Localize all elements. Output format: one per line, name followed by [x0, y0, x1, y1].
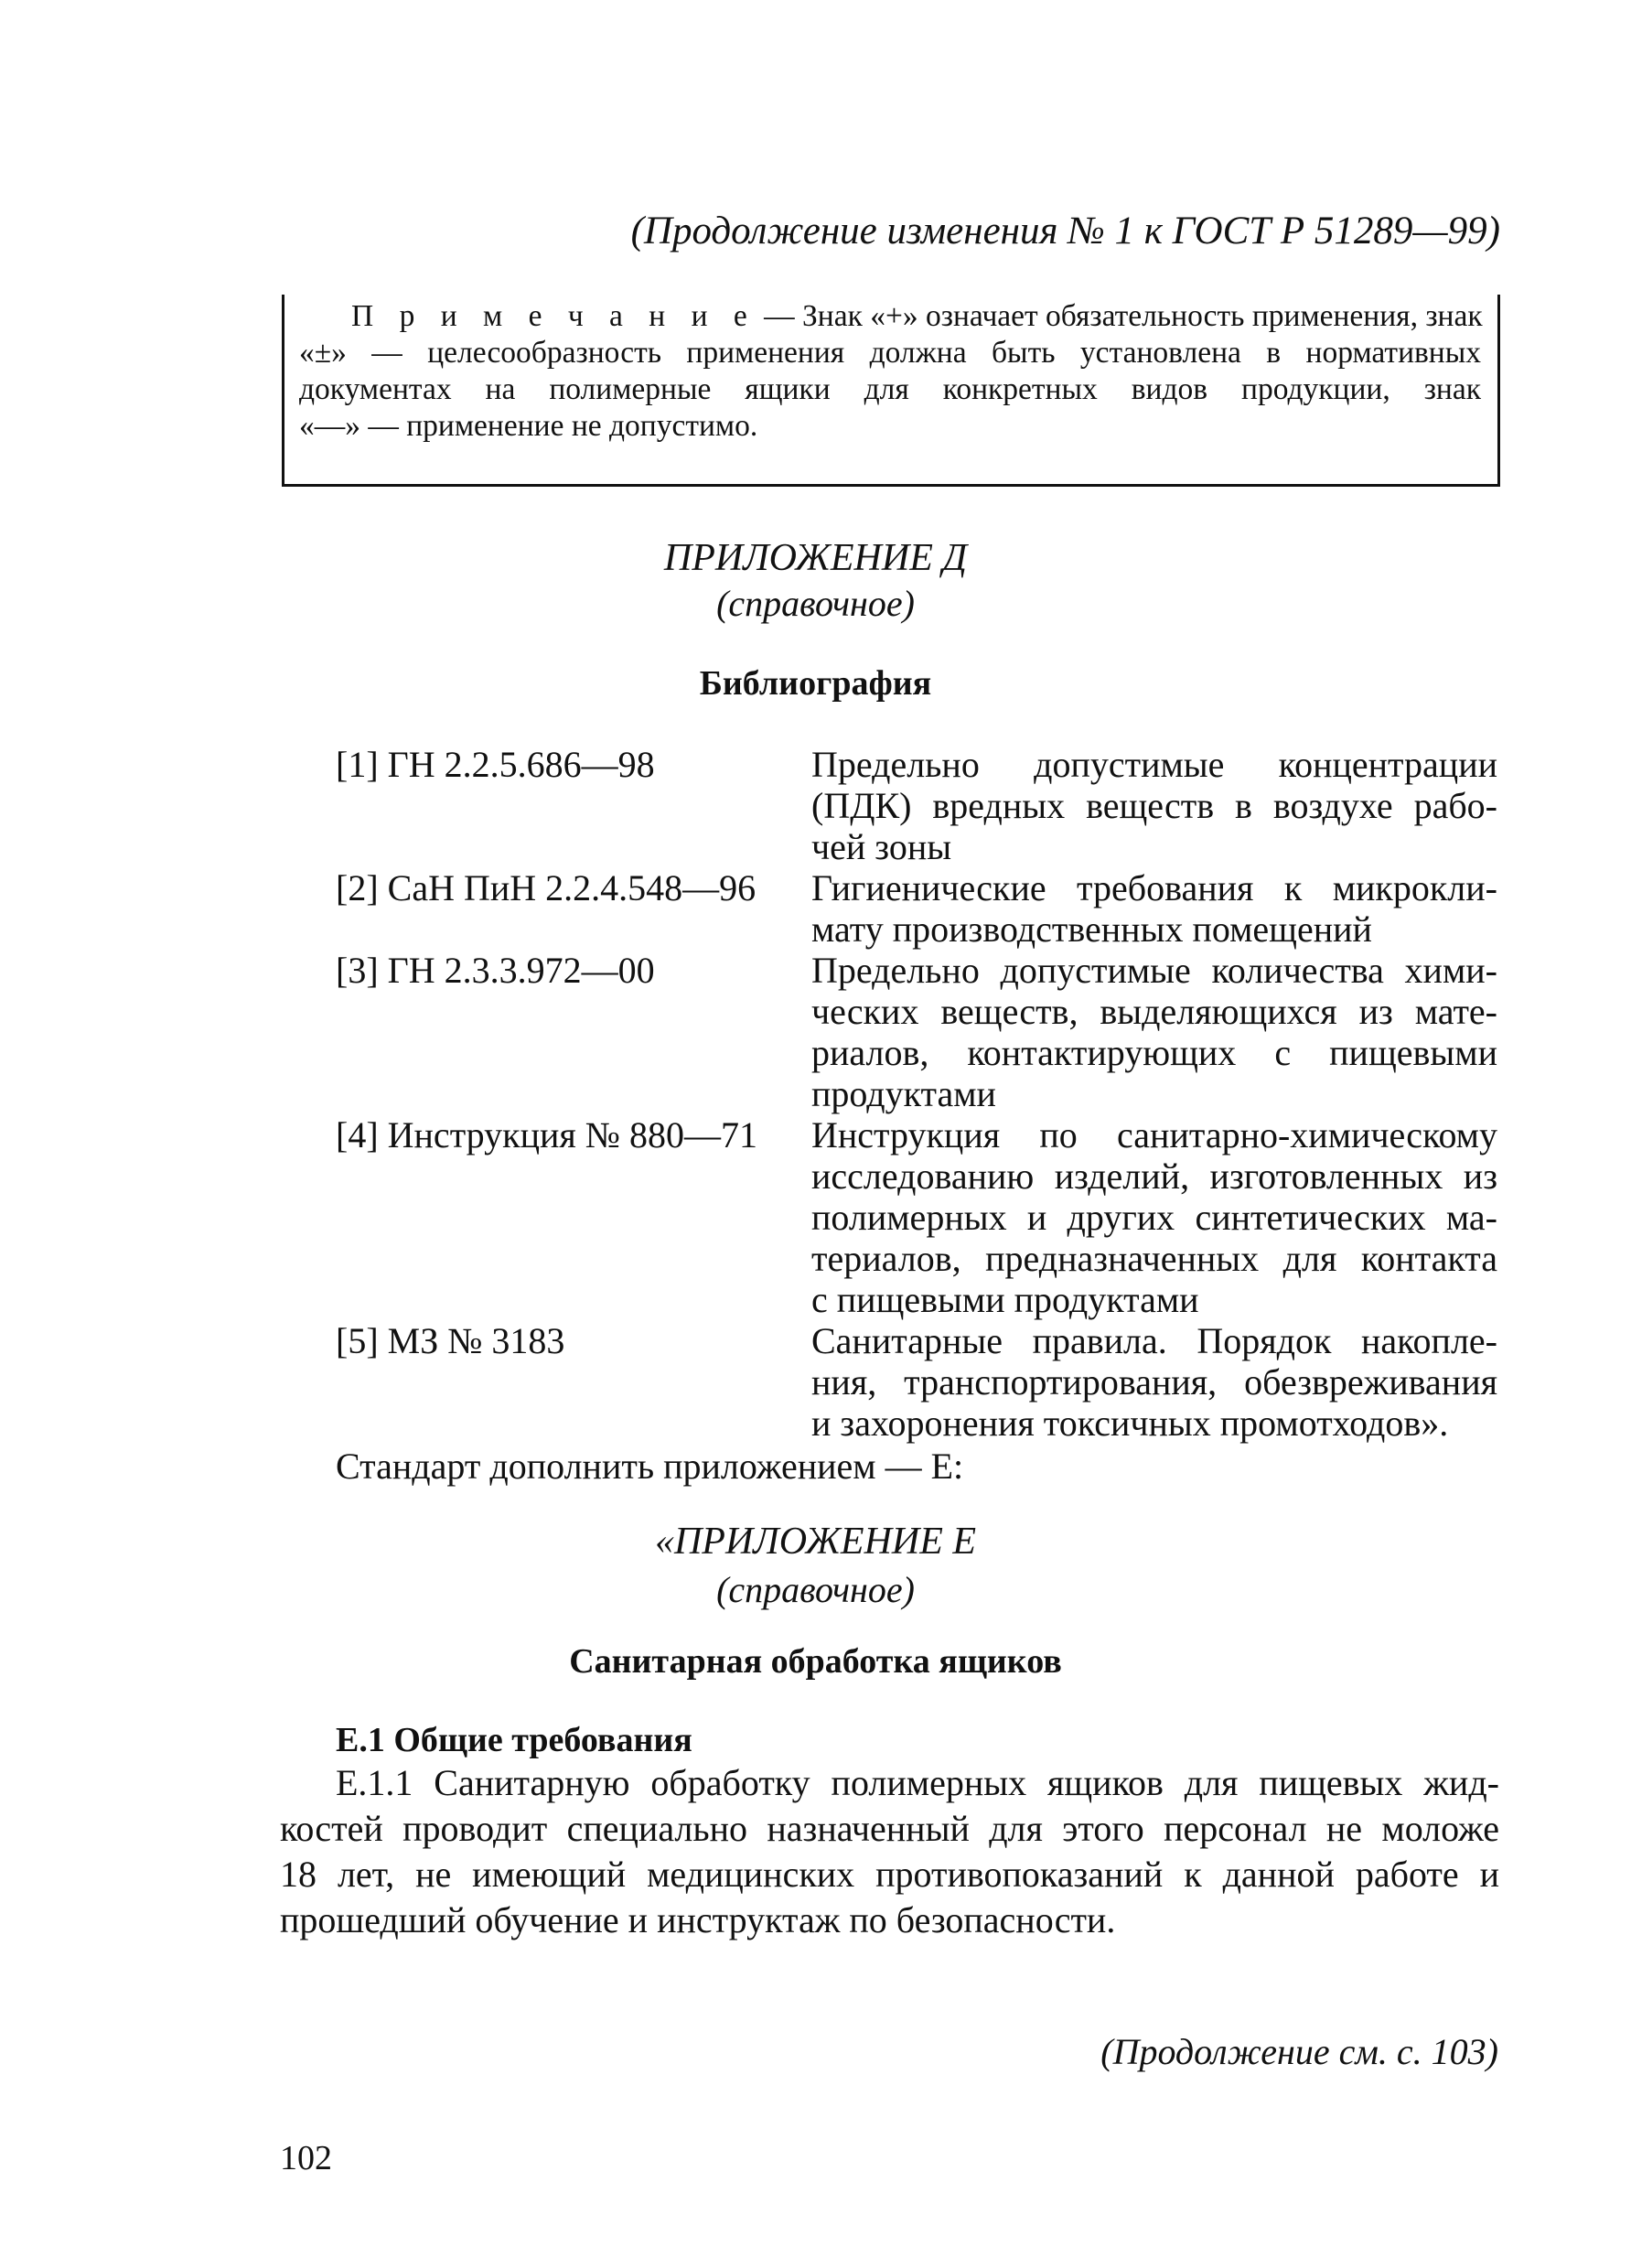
- bib-text-line: Предельно допустимые количества хими-: [811, 950, 1497, 991]
- section-heading: Е.1 Общие требования: [336, 1721, 692, 1759]
- appendix-e-title: «ПРИЛОЖЕНИЕ Е: [654, 1521, 977, 1563]
- bib-text-line: полимерных и других синтетических ма-: [811, 1197, 1497, 1238]
- appendix-e-subtitle: (справочное): [716, 1569, 915, 1610]
- bib-text-line: (ПДК) вредных веществ в воздухе рабо-: [811, 785, 1497, 826]
- bib-ref: [1] ГН 2.2.5.686—98: [336, 744, 655, 785]
- bib-ref: [2] СаН ПиН 2.2.4.548—96: [336, 867, 756, 908]
- paragraph-line: прошедший обучение и инструктаж по безопасности.: [280, 1899, 1116, 1940]
- appendix-d-title: ПРИЛОЖЕНИЕ Д: [663, 537, 968, 579]
- appendix-d-subtitle: (справочное): [716, 583, 915, 624]
- note-lead: П р и м е ч а н и е: [351, 299, 756, 333]
- bibliography-heading: Библиография: [699, 664, 932, 703]
- bib-text-line: ческих веществ, выделяющихся из мате-: [811, 991, 1497, 1032]
- note-line: «±» — целесообразность применения должна быть установлена в нормативных: [299, 336, 1481, 370]
- continuation-footer: (Продолжение см. с. 103): [1100, 2031, 1498, 2072]
- bib-text-line: Санитарные правила. Порядок накопле-: [811, 1320, 1497, 1361]
- bib-text-line: териалов, предназначенных для контакта: [811, 1238, 1497, 1279]
- bib-text-line: мату производственных помещений: [811, 908, 1372, 950]
- bib-text-line: продуктами: [811, 1073, 996, 1114]
- note-line: [351, 298, 1481, 335]
- sanitary-heading: Санитарная обработка ящиков: [569, 1642, 1062, 1681]
- paragraph-line: 18 лет, не имеющий медицинских противопоказаний к данной работе и: [280, 1854, 1499, 1895]
- page-number: 102: [280, 2139, 332, 2177]
- note-box: [282, 295, 1500, 487]
- bib-text-line: и захоронения токсичных промотходов».: [811, 1403, 1449, 1444]
- paragraph-line: костей проводит специально назначенный для этого персонал не моложе: [280, 1808, 1499, 1849]
- bib-ref: [4] Инструкция № 880—71: [336, 1114, 757, 1155]
- bib-text-line: Инструкция по санитарно-химическому: [811, 1114, 1497, 1155]
- note-text: — Знак «+» означает обязательность применения, знак: [756, 299, 1483, 333]
- bib-text-line: исследованию изделий, изготовленных из: [811, 1155, 1497, 1197]
- paragraph-line: Е.1.1 Санитарную обработку полимерных ящиков для пищевых жид-: [336, 1762, 1499, 1803]
- bib-text-line: Гигиенические требования к микрокли-: [811, 867, 1497, 908]
- bib-ref: [3] ГН 2.3.3.972—00: [336, 950, 655, 991]
- bib-text-line: риалов, контактирующих с пищевыми: [811, 1032, 1497, 1073]
- supplement-line: Стандарт дополнить приложением — Е:: [336, 1446, 964, 1487]
- bib-ref: [5] МЗ № 3183: [336, 1320, 565, 1361]
- bib-text-line: чей зоны: [811, 826, 952, 867]
- note-line: документах на полимерные ящики для конкретных видов продукции, знак: [299, 372, 1481, 406]
- bib-text-line: ния, транспортирования, обезвреживания: [811, 1361, 1497, 1403]
- bib-text-line: с пищевыми продуктами: [811, 1279, 1199, 1320]
- continuation-header: (Продолжение изменения № 1 к ГОСТ Р 51289—99): [630, 210, 1500, 253]
- bib-text-line: Предельно допустимые концентрации: [811, 744, 1497, 785]
- note-line: «—» — применение не допустимо.: [299, 409, 758, 443]
